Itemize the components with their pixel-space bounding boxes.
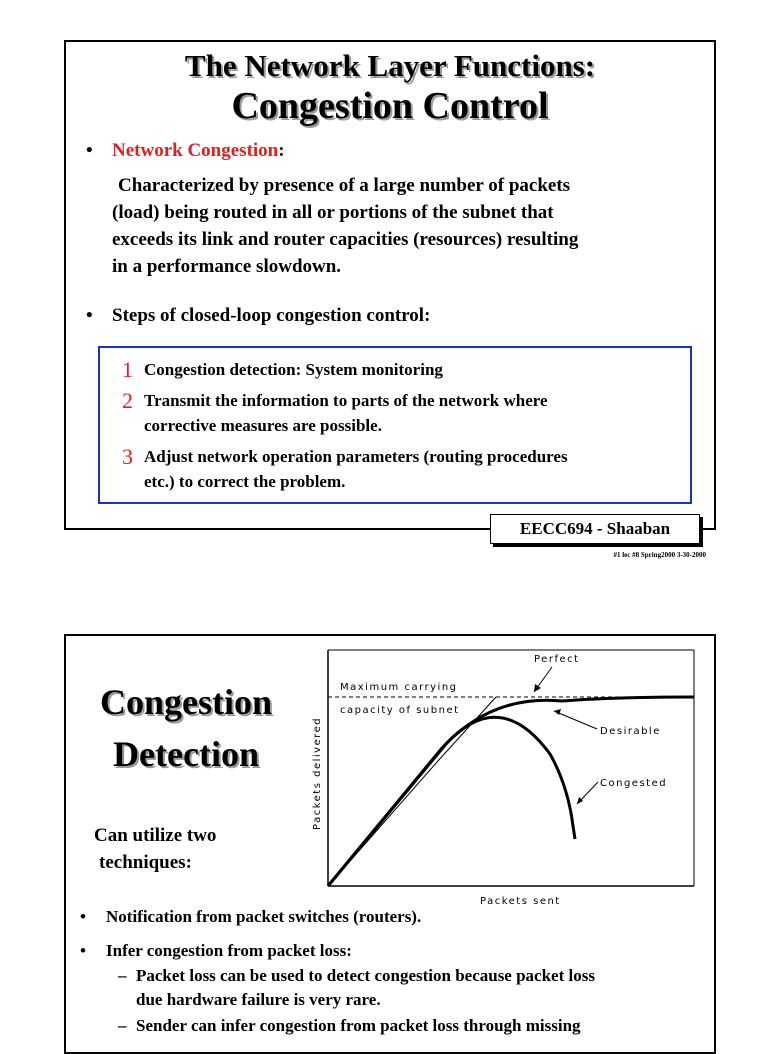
term-colon: : — [278, 140, 285, 161]
perfect-arrowhead — [534, 684, 541, 692]
step-number: 3 — [122, 444, 133, 469]
step-text: etc.) to correct the problem. — [144, 472, 346, 491]
slide2-title — [76, 676, 296, 780]
congestion-definition-paragraph — [112, 172, 702, 280]
network-congestion-term: Network Congestion — [112, 140, 279, 161]
slide-network-layer-congestion-control — [64, 40, 716, 559]
bullet-infer-loss — [80, 940, 352, 962]
step-item — [122, 444, 568, 494]
subtitle-line1: Can utilize two — [94, 825, 217, 846]
bullet-text: Infer congestion from packet loss: — [106, 941, 352, 960]
series-label-congested: Congested — [600, 778, 668, 789]
dash-marker: – — [118, 1016, 127, 1035]
subbullet-packet-loss — [118, 964, 696, 1012]
slide1-title-line1: The Network Layer Functions: — [184, 48, 596, 83]
desirable-pointer — [554, 711, 597, 729]
slide-congestion-detection — [64, 634, 716, 1054]
bullet-network-congestion — [86, 138, 285, 164]
steps-box — [98, 346, 692, 504]
step-text: Transmit the information to parts of the network where — [144, 391, 548, 410]
slide1-title-line2: Congestion Control — [231, 85, 549, 127]
step-number: 2 — [122, 388, 133, 413]
subbullet-sender-infer — [118, 1014, 696, 1038]
paragraph-line: exceeds its link and router capacities (resources) resulting — [112, 229, 579, 250]
annotation-capacity-subnet: capacity of subnet — [340, 705, 460, 716]
subbullet-line: Sender can infer congestion from packet loss through missing — [136, 1016, 581, 1035]
paragraph-line: (load) being routed in all or portions of the subnet that — [112, 202, 554, 223]
paragraph-line: in a performance slowdown. — [112, 256, 342, 277]
bullet-dot: • — [80, 907, 86, 926]
step-item — [122, 388, 548, 438]
slide2-title-line1: Congestion — [99, 682, 273, 722]
course-badge: EECC694 - Shaaban — [490, 514, 700, 544]
bullet-text: Notification from packet switches (routers). — [106, 907, 422, 926]
congested-curve — [328, 717, 575, 886]
subtitle-line2: techniques: — [99, 852, 192, 873]
bullet-notification — [80, 906, 422, 928]
step-text: corrective measures are possible. — [144, 416, 382, 435]
step-text: Adjust network operation parameters (routing procedures — [144, 447, 568, 466]
y-axis-label: Packets delivered — [312, 716, 323, 830]
series-label-perfect: Perfect — [534, 654, 580, 665]
annotation-max-carrying: Maximum carrying — [340, 682, 458, 693]
paragraph-line: Characterized by presence of a large number of packets — [118, 175, 571, 196]
slide2-title-line2: Detection — [113, 734, 259, 774]
step-item — [122, 357, 443, 382]
series-label-desirable: Desirable — [600, 726, 661, 737]
subbullet-line: due hardware failure is very rare. — [136, 990, 381, 1009]
bullet-closed-loop-text: Steps of closed-loop congestion control: — [112, 305, 431, 326]
slide2-subtitle — [94, 822, 216, 876]
desirable-arrowhead — [554, 709, 561, 715]
bullet-dot: • — [86, 305, 93, 326]
subbullet-line: Packet loss can be used to detect congestion because packet loss — [136, 966, 595, 985]
bullet-dot: • — [86, 140, 93, 161]
congestion-chart — [302, 646, 702, 916]
x-axis-label: Packets sent — [480, 896, 561, 907]
slide-footer-info: #1 lec #8 Spring2000 3-30-2000 — [613, 551, 706, 559]
step-text: Congestion detection: System monitoring — [144, 360, 443, 379]
bullet-dot: • — [80, 941, 86, 960]
dash-marker: – — [118, 966, 127, 985]
step-number: 1 — [122, 357, 133, 382]
bullet-closed-loop-steps — [86, 303, 431, 329]
